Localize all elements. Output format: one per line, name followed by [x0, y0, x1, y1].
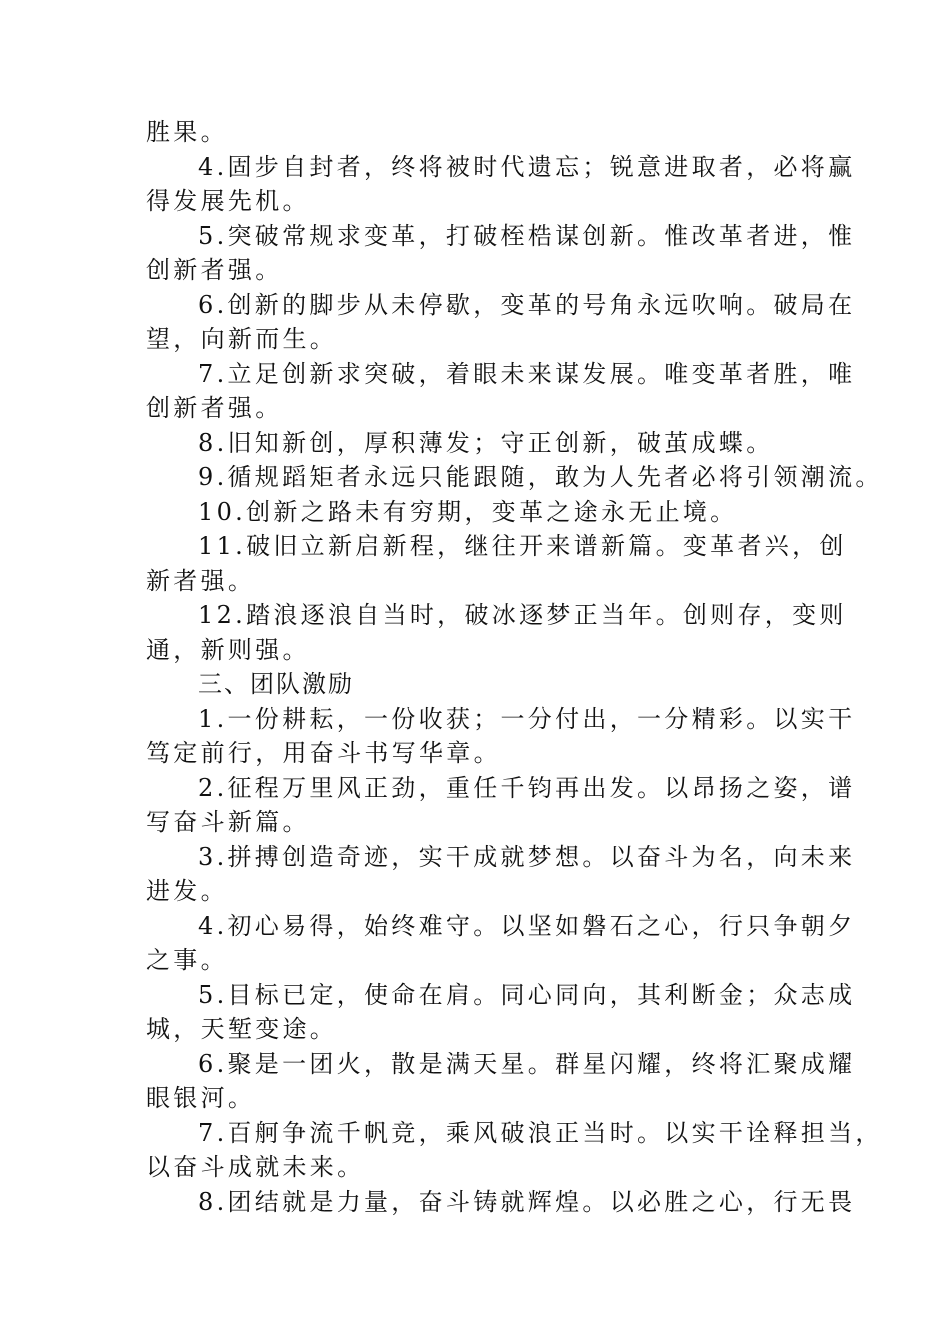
text-line: 7.立足创新求突破，着眼未来谋发展。唯变革者胜，唯 [198, 359, 856, 388]
text-line: 望，向新而生。 [146, 325, 338, 353]
text-line: 3.拼搏创造奇迹，实干成就梦想。以奋斗为名，向未来 [198, 842, 856, 871]
text-line: 通，新则强。 [146, 635, 310, 664]
text-line: 眼银河。 [146, 1084, 256, 1112]
text-line: 城，天堑变途。 [146, 1015, 338, 1043]
text-line: 6.创新的脚步从未停歇，变革的号角永远吹响。破局在 [198, 290, 856, 319]
text-line: 创新者强。 [146, 256, 283, 284]
text-line: 胜果。 [146, 118, 228, 146]
text-line: 10.创新之路未有穷期，变革之途永无止境。 [198, 497, 738, 526]
text-line: 创新者强。 [146, 394, 283, 422]
text-line: 4.固步自封者，终将被时代遗忘；锐意进取者，必将赢 [198, 152, 856, 181]
text-line: 12.踏浪逐浪自当时，破冰逐梦正当年。创则存，变则 [198, 601, 847, 629]
text-line: 2.征程万里风正劲，重任千钧再出发。以昂扬之姿，谱 [198, 773, 856, 802]
text-line: 8.团结就是力量，奋斗铸就辉煌。以必胜之心，行无畏 [198, 1187, 856, 1216]
text-line: 9.循规蹈矩者永远只能跟随，敢为人先者必将引领潮流。 [198, 463, 883, 491]
section-heading: 三、团队激励 [198, 670, 354, 698]
text-line: 5.突破常规求变革，打破桎梏谋创新。惟改革者进，惟 [198, 221, 856, 250]
text-line: 新者强。 [146, 566, 256, 595]
text-line: 以奋斗成就未来。 [146, 1153, 365, 1181]
text-line: 写奋斗新篇。 [146, 808, 310, 836]
text-line: 之事。 [146, 946, 228, 974]
text-line: 4.初心易得，始终难守。以坚如磐石之心，行只争朝夕 [198, 911, 856, 940]
text-line: 1.一份耕耘，一份收获；一分付出，一分精彩。以实干 [198, 704, 856, 733]
text-line: 5.目标已定，使命在肩。同心同向，其利断金；众志成 [198, 980, 856, 1009]
text-line: 7.百舸争流千帆竞，乘风破浪正当时。以实干诠释担当， [198, 1118, 883, 1147]
document-body [146, 115, 883, 1219]
text-line: 11.破旧立新启新程，继往开来谱新篇。变革者兴，创 [198, 532, 847, 560]
text-line: 笃定前行，用奋斗书写华章。 [146, 739, 501, 767]
text-line: 得发展先机。 [146, 187, 310, 215]
text-line: 进发。 [146, 877, 228, 905]
text-line: 8.旧知新创，厚积薄发；守正创新，破茧成蝶。 [198, 428, 774, 457]
text-line: 6.聚是一团火，散是满天星。群星闪耀，终将汇聚成耀 [198, 1049, 856, 1078]
